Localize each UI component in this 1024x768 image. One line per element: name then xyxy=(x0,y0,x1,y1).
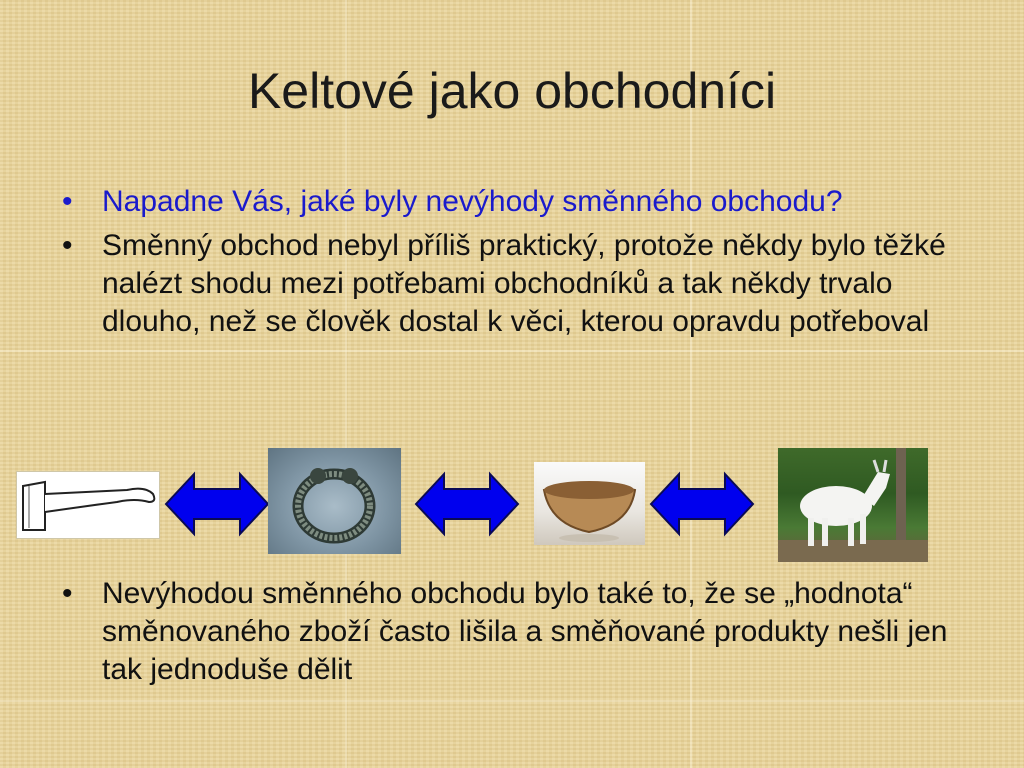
bullet-text: Napadne Vás, jaké byly nevýhody směnného obchodu? xyxy=(102,185,843,218)
exchange-strip xyxy=(0,445,1024,570)
double-arrow-icon xyxy=(414,471,520,537)
bullet-item xyxy=(60,227,970,341)
background-seam xyxy=(0,350,1024,352)
bullet-dot: • xyxy=(62,229,73,262)
background-seam xyxy=(0,700,1024,702)
bullet-dot: • xyxy=(62,577,73,610)
goat-icon xyxy=(778,448,928,562)
bowl-icon xyxy=(534,462,645,545)
torque-image xyxy=(268,448,401,554)
bullet-item xyxy=(60,575,970,689)
goat-image xyxy=(778,448,928,562)
axe-icon xyxy=(17,472,159,538)
bullet-list-top xyxy=(60,183,970,347)
double-arrow-icon xyxy=(649,471,755,537)
bullet-list-bottom xyxy=(60,575,970,695)
bullet-question xyxy=(60,183,970,221)
bullet-dot: • xyxy=(62,185,73,218)
double-arrow-icon xyxy=(164,471,270,537)
bowl-image xyxy=(534,462,645,545)
torque-icon xyxy=(268,448,401,554)
bullet-text: Směnný obchod nebyl příliš praktický, protože někdy bylo těžké nalézt shodu mezi potřebami obchodníků a tak někdy trvalo dlouho, než se člověk dostal k věci, kterou opravdu potřeboval xyxy=(102,229,946,338)
axe-image xyxy=(16,471,160,539)
slide-title: Keltové jako obchodníci xyxy=(247,63,777,119)
bullet-text: Nevýhodou směnného obchodu bylo také to, že se „hodnota“ směnovaného zboží často lišila a směňované produkty nešli jen tak jednoduše dělit xyxy=(102,577,948,686)
